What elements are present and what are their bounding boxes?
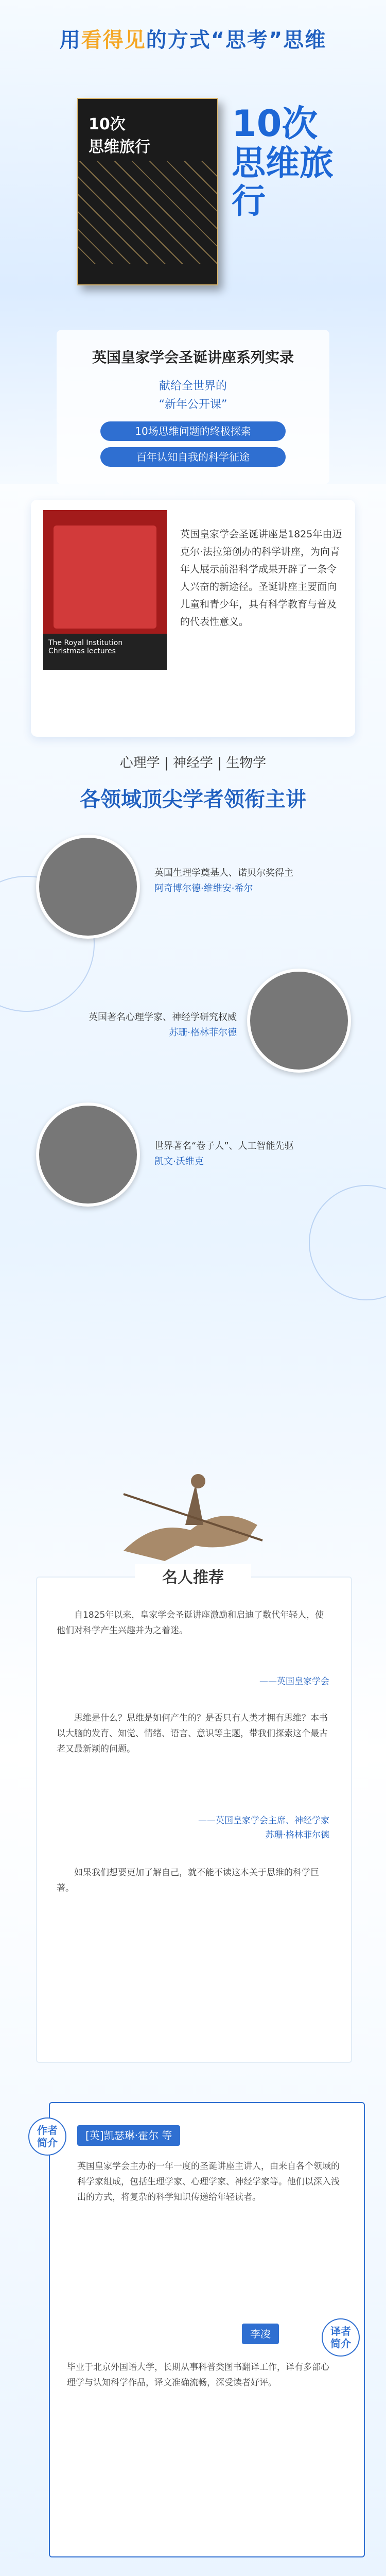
author-name: [英]凯瑟琳·霍尔 等: [77, 2125, 180, 2146]
subtitle-heading: 英国皇家学会圣诞讲座系列实录: [92, 349, 294, 366]
hero-title: [0, 24, 386, 53]
speaker-1-photo: [36, 835, 140, 939]
translator-tag: 译者 简介: [322, 2318, 360, 2357]
cover-gold-pattern: [78, 161, 217, 264]
hero-title-highlight: 看得见: [81, 28, 146, 52]
recommend-sig-1: ——英国皇家学会: [259, 1676, 329, 1687]
speaker-1-name: 阿奇博尔德·维维安·希尔: [154, 883, 253, 894]
hero-side-text: 思维旅行: [232, 143, 334, 221]
recommend-para-1: 自1825年以来，皇家学会圣诞讲座激励和启迪了数代年轻人，使他们对科学产生兴趣并为之着迷。: [57, 1610, 324, 1636]
speaker-3-name: 凯文·沃维克: [154, 1156, 204, 1167]
royal-institution-cover: [43, 510, 167, 670]
author-tag: 作者 简介: [28, 2117, 66, 2156]
author-text: 英国皇家学会主办的一年一度的圣诞讲座主讲人，由来自各个领域的科学家组成，包括生理学家、心理学家、神经学家等。他们以深入浅出的方式，将复杂的科学知识传递给年轻读者。: [77, 2161, 340, 2202]
translator-name: 李凌: [242, 2324, 279, 2344]
speaker-1-role: 英国生理学奠基人、诺贝尔奖得主: [154, 868, 293, 878]
speaker-2-photo: [247, 969, 351, 1073]
hero-book-title: 10次 思维旅行: [89, 115, 150, 156]
subtitle-pill-2: 百年认知自我的科学征途: [100, 447, 286, 467]
disciplines-line: 心理学 | 神经学 | 生物学: [119, 755, 267, 771]
speaker-3-role: 世界著名“卷子人”、人工智能先驱: [154, 1141, 294, 1151]
hero-title-post: 的方式“思考”思维: [146, 28, 327, 52]
disciplines-title: 各领域顶尖学者领衔主讲: [80, 788, 306, 811]
recommend-sig-2: ——英国皇家学会主席、神经学家 苏珊·格林菲尔德: [198, 1816, 329, 1840]
hero-side-title: [232, 103, 350, 221]
speaker-2-text: [36, 1010, 237, 1041]
subtitle-pill-1: 10场思维问题的终极探索: [100, 421, 286, 441]
recommend-para-3: 如果我们想要更加了解自己，就不能不读这本关于思维的科学巨著。: [57, 1868, 319, 1893]
recommend-heading: 名人推荐: [135, 1564, 251, 1592]
speaker-3-photo: [36, 1103, 140, 1207]
speaker-2-role: 英国著名心理学家、神经学研究权威: [89, 1012, 237, 1023]
hero-side-ten: 10次: [232, 103, 318, 145]
knight-illustration: [93, 1463, 293, 1577]
hero-book-cover: [77, 98, 218, 285]
decor-circle: [309, 1185, 386, 1300]
ri-logo-image: [54, 526, 156, 629]
subtitle-line-2: “新年公开课”: [159, 398, 227, 411]
ri-cover-caption: The Royal Institution Christmas lectures: [43, 634, 167, 670]
translator-text: 毕业于北京外国语大学，长期从事科普类图书翻译工作，译有多部心理学与认知科学作品，译文准确流畅，深受读者好评。: [67, 2362, 329, 2388]
speaker-3-text: [154, 1139, 355, 1170]
subtitle-line-1: 献给全世界的: [159, 380, 227, 393]
hero-title-pre: 用: [59, 28, 81, 52]
intro-text: 英国皇家学会圣诞讲座是1825年由迈克尔·法拉第创办的科学讲座，为向青年人展示前沿科学成果开辟了一条令人兴奋的新途径。圣诞讲座主要面向儿童和青少年，具有科学教育与普及的代表性意义。: [180, 529, 342, 628]
recommend-para-2: 思维是什么？思维是如何产生的？是否只有人类才拥有思维？本书以大脑的发育、知觉、情绪、语言、意识等主题，带我们探索这个最古老又最新颖的问题。: [57, 1713, 328, 1754]
speaker-1-text: [154, 866, 355, 896]
speaker-2-name: 苏珊·格林菲尔德: [169, 1027, 237, 1038]
